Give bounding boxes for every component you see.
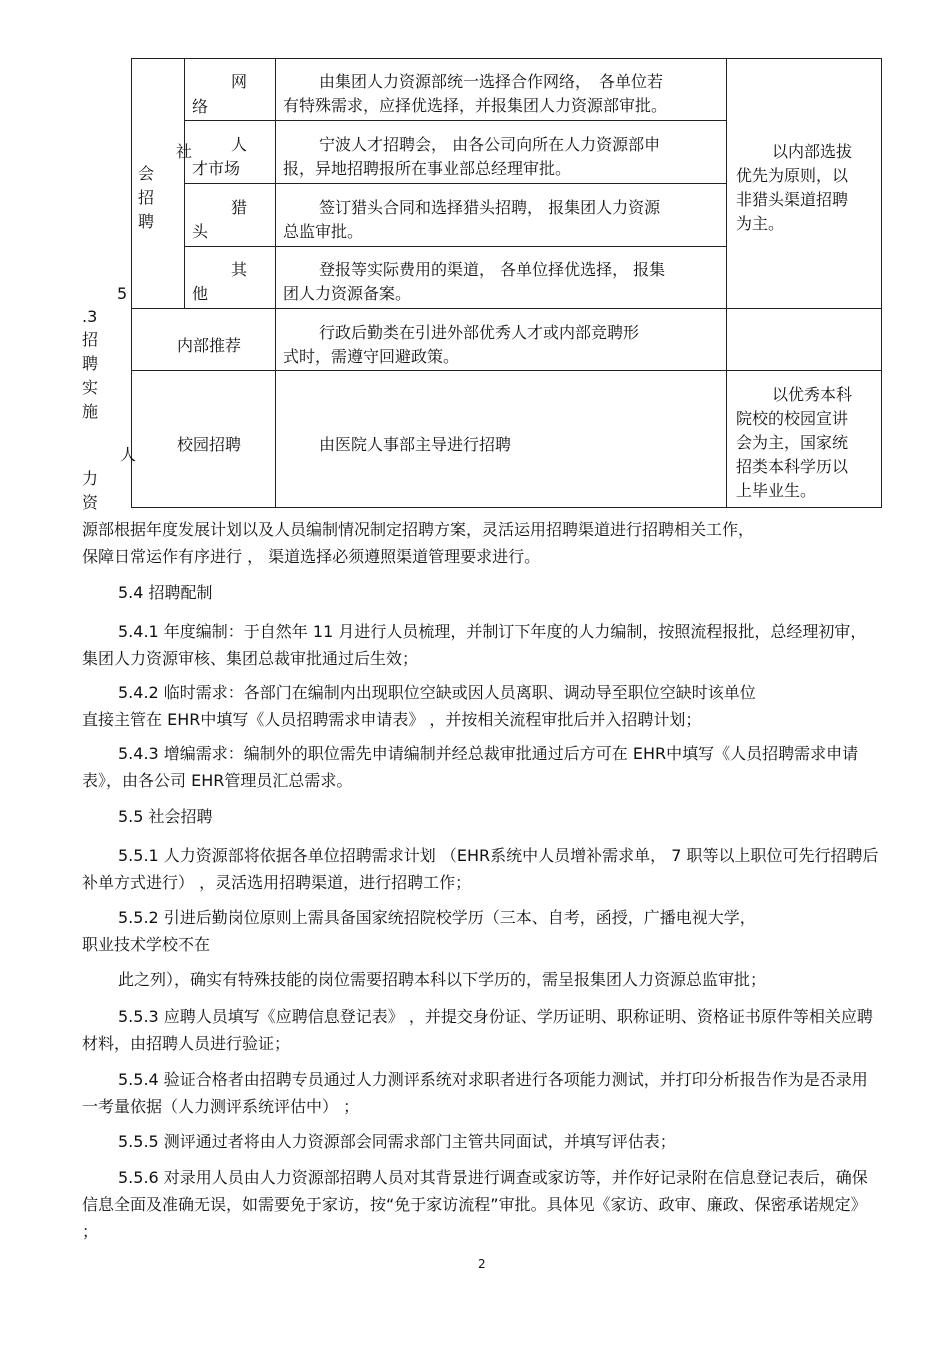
section-5-4-1: 5.4.1 年度编制：于自然年 11 月进行人员梳理，并制订下年度的人力编制，按照流程报批，总经理初审，集团人力资源审核、集团总裁审批通过后生效； — [82, 622, 867, 668]
social-principle: 以内部选拔 优先为原则，以 非猎头渠道招聘 为主。 — [736, 142, 853, 233]
page-number: 2 — [478, 1257, 486, 1271]
side-lizi-chars: 力资 — [81, 469, 98, 512]
section-5-4-2: 5.4.2 临时需求：各部门在编制内出现职位空缺或因人员离职、调动导至职位空缺时该单位 直接主管在 EHR中填写《人员招聘需求申请表》 ，并按相关流程审批后并入招聘计划； — [82, 683, 756, 729]
section-5-5-1: 5.5.1 人力资源部将依据各单位招聘需求计划 （EHR系统中人员增补需求单， 7 职等以上职位可先行招聘后补单方式进行） ，灵活选用招聘渠道，进行招聘工作； — [82, 846, 879, 892]
channel-network-label-a: 网 — [231, 72, 248, 91]
social-group-label-she: 社 — [176, 142, 193, 161]
section-5-5-4: 5.5.4 验证合格者由招聘专员通过人力测评系统对求职者进行各项能力测试，并打印分析报告作为是否录用一考量依据（人力测评系统评估中） ； — [82, 1070, 868, 1116]
internal-referral-desc: 行政后勤类在引进外部优秀人才或内部竞聘形 式时，需遵守回避政策。 — [283, 323, 640, 366]
channel-headhunter-label-a: 猎 — [231, 198, 248, 217]
section-5-4-3: 5.4.3 增编需求：编制外的职位需先申请编制并经总裁审批通过后方可在 EHR中填写《人员招聘需求申请表》，由各公司 EHR管理员汇总需求。 — [82, 744, 859, 790]
channel-headhunter-label-b: 头 — [192, 222, 209, 241]
section-5-5-2: 5.5.2 引进后勤岗位原则上需具备国家统招院校学历（三本、自考，函授，广播电视大学， 职业技术学校不在 — [82, 908, 756, 954]
section-5-5-2-continued: 此之列），确实有特殊技能的岗位需要招聘本科以下学历的，需呈报集团人力资源总监审批； — [118, 970, 767, 989]
table-vline-desc — [275, 58, 276, 508]
section-5-5-6: 5.5.6 对录用人员由人力资源部招聘人员对其背景进行调查或家访等，并作好记录附在信息登记表后，确保信息全面及准确无误，如需要免于家访，按“免于家访流程”审批。具体见《家访、政审、廉政、保密承诺规定》 ； — [82, 1168, 868, 1241]
section-5-5-3: 5.5.3 应聘人员填写《应聘信息登记表》 ，并提交身份证、学历证明、职称证明、资格证书原件等相关应聘材料，由招聘人员进行验证； — [82, 1007, 873, 1053]
table-hline-social-end — [131, 308, 881, 309]
internal-referral-label: 内部推荐 — [177, 336, 242, 355]
side-ren-char: 人 — [120, 445, 137, 464]
table-hline-row3 — [184, 246, 726, 247]
channel-network-desc: 由集团人力资源部统一选择合作网络， 各单位若 有特殊需求，应择优选择，并报集团人力资源部审批。 — [283, 72, 668, 115]
campus-recruitment-desc: 由医院人事部主导进行招聘 — [319, 435, 512, 454]
channel-network-label-b: 络 — [192, 97, 209, 116]
side-section-number: .3 — [82, 307, 98, 326]
side-section-title: 招聘实施 — [81, 330, 98, 421]
table-hline-internal-end — [131, 370, 881, 371]
campus-principle: 以优秀本科 院校的校园宣讲 会为主，国家统 招类本科学历以 上毕业生。 — [736, 385, 853, 500]
channel-talent-market-label-b: 才市场 — [192, 159, 241, 178]
channel-headhunter-desc: 签订猎头合同和选择猎头招聘， 报集团人力资源 总监审批。 — [283, 198, 661, 241]
table-vline-principle — [726, 58, 727, 508]
campus-recruitment-label: 校园招聘 — [177, 435, 242, 454]
table-hline-row2 — [184, 183, 726, 184]
channel-other-label-b: 他 — [192, 284, 209, 303]
channel-other-desc: 登报等实际费用的渠道， 各单位择优选择， 报集 团人力资源备案。 — [283, 260, 666, 303]
channel-other-label-a: 其 — [231, 260, 248, 279]
section-5-5-title: 5.5 社会招聘 — [118, 807, 213, 826]
table-border-top — [131, 58, 881, 59]
table-border-left — [131, 58, 132, 508]
intro-paragraph: 源部根据年度发展计划以及人员编制情况制定招聘方案，灵活运用招聘渠道进行招聘相关工作， 保障日常运作有序进行 ， 渠道选择必须遵照渠道管理要求进行。 — [82, 520, 755, 566]
channel-talent-market-label-a: 人 — [231, 135, 248, 154]
social-group-label: 会招聘 — [137, 164, 154, 231]
table-border-bottom — [131, 507, 881, 508]
section-5-4-title: 5.4 招聘配制 — [118, 583, 213, 602]
table-hline-row1 — [184, 120, 726, 121]
table-border-right — [881, 58, 882, 508]
section-5-5-5: 5.5.5 测评通过者将由人力资源部会同需求部门主管共同面试，并填写评估表； — [118, 1132, 676, 1151]
channel-talent-market-desc: 宁波人才招聘会， 由各公司向所在人力资源部申 报，异地招聘报所在事业部总经理审批。 — [283, 135, 661, 178]
side-number-five: 5 — [117, 284, 128, 303]
